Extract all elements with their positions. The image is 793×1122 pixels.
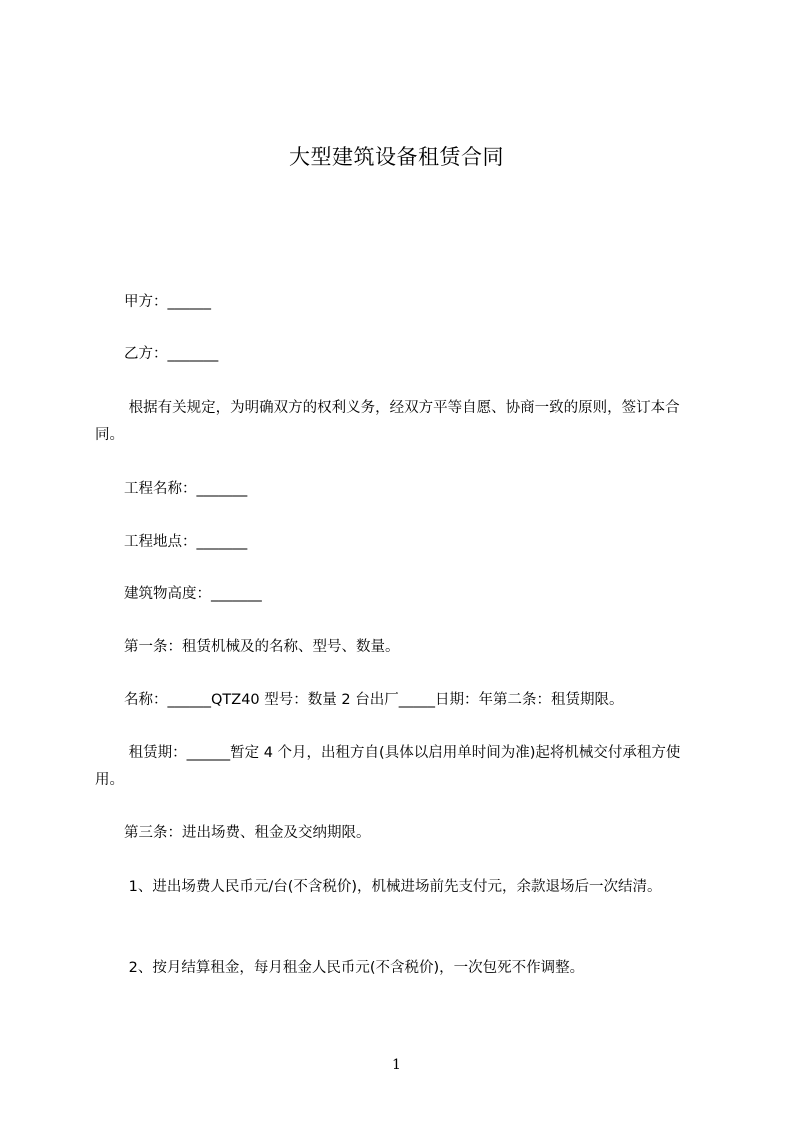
party-a-line: 甲方：______ bbox=[95, 294, 211, 310]
monthly-rent-paragraph: 2、按月结算租金，每月租金人民币元(不含税价)，一次包死不作调整。 bbox=[95, 960, 585, 976]
page-number: 1 bbox=[392, 1057, 401, 1073]
preamble-paragraph: 根据有关规定，为明确双方的权利义务，经双方平等自愿、协商一致的原则，签订本合同。 bbox=[95, 400, 680, 443]
article-one-heading: 第一条：租赁机械及的名称、型号、数量。 bbox=[95, 639, 400, 655]
article-three-heading: 第三条：进出场费、租金及交纳期限。 bbox=[95, 825, 371, 841]
building-height-line: 建筑物高度：_______ bbox=[95, 586, 262, 602]
lease-period-paragraph: 租赁期：______暂定 4 个月，出租方自(具体以启用单时间为准)起将机械交付承租方使用。 bbox=[95, 745, 681, 788]
party-b-line: 乙方：_______ bbox=[95, 346, 219, 362]
project-location-line: 工程地点：_______ bbox=[95, 534, 248, 550]
entry-exit-fee-paragraph: 1、进出场费人民币元/台(不含税价)，机械进场前先支付元，余款退场后一次结清。 bbox=[95, 879, 662, 895]
document-title: 大型建筑设备租赁合同 bbox=[289, 145, 504, 169]
equipment-name-line: 名称：______QTZ40 型号：数量 2 台出厂_____日期：年第二条：租赁期限。 bbox=[95, 692, 624, 708]
project-name-line: 工程名称：_______ bbox=[95, 481, 248, 497]
